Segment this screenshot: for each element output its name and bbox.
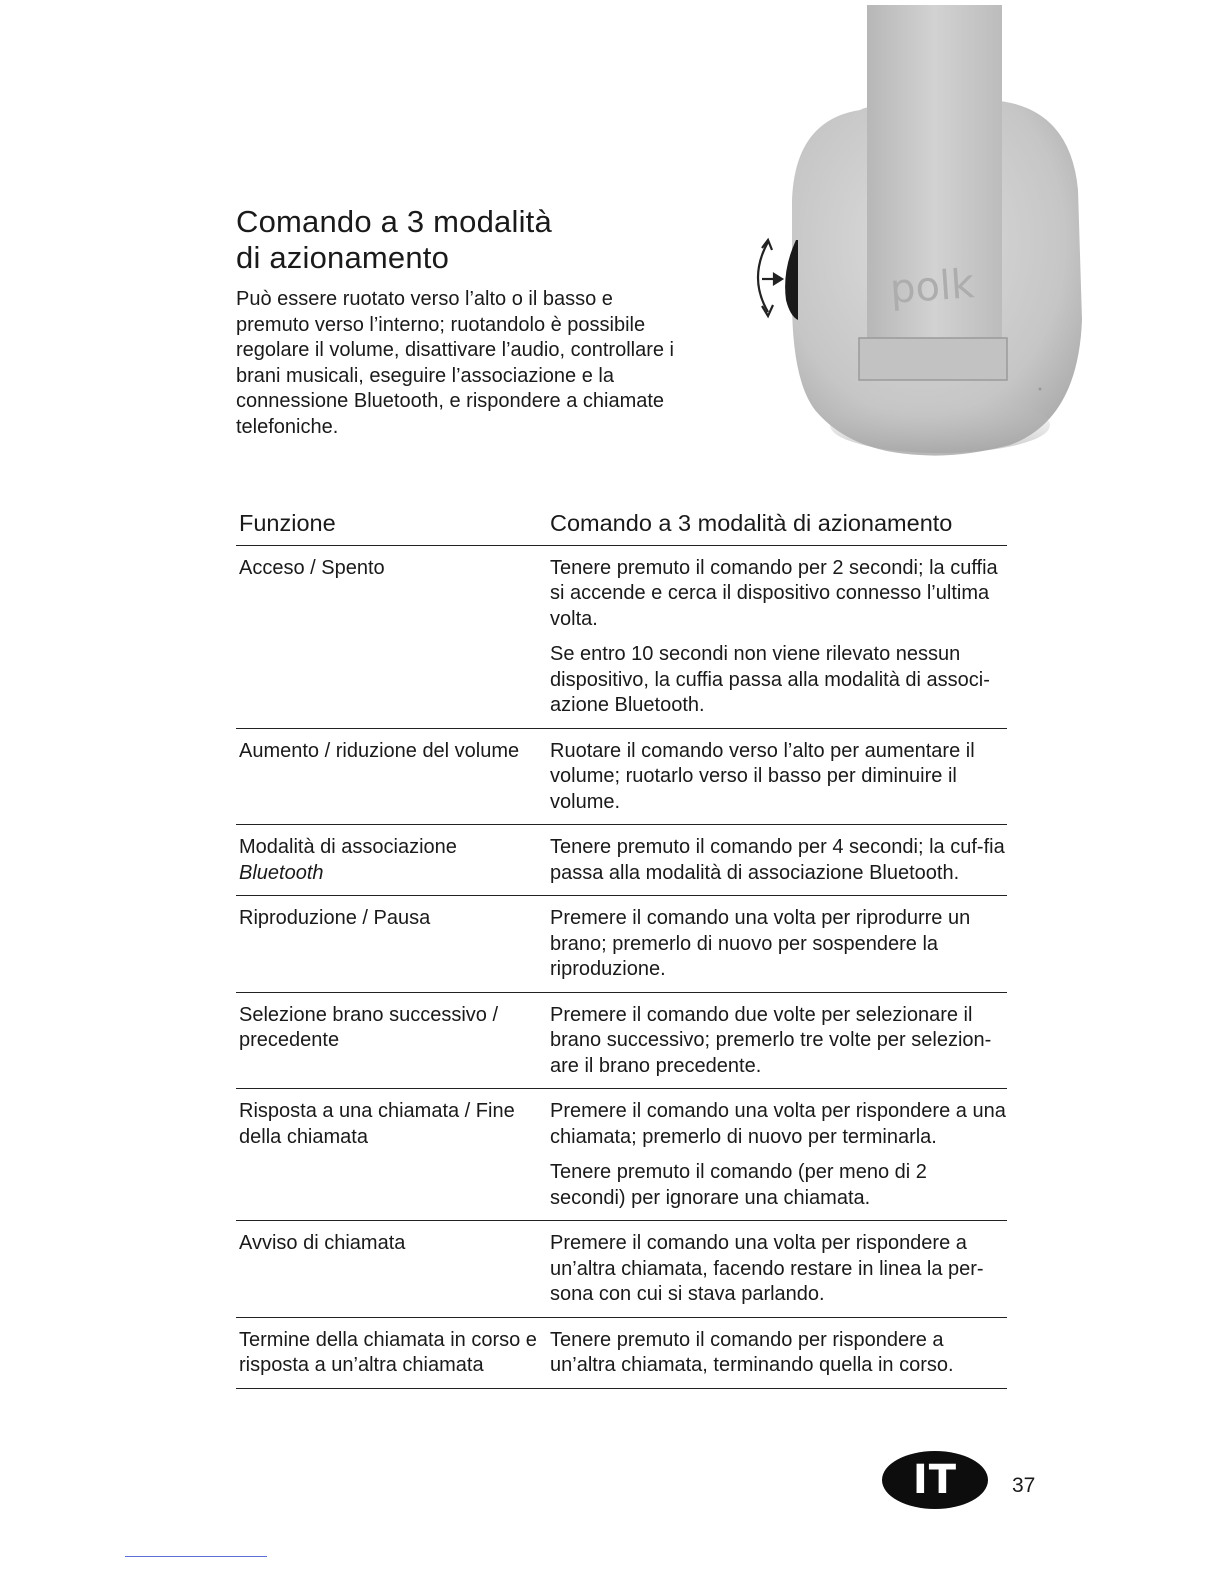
function-label-italic: Bluetooth (239, 861, 324, 884)
page-title (236, 204, 696, 276)
row-function: Risposta a una chiamata / Fine della chiamata (236, 1089, 543, 1221)
description-paragraph: Tenere premuto il comando per 2 secondi; la cuffia si accende e cerca il dispositivo connesso l’ultima volta. (550, 556, 998, 630)
rotate-arrow-icon (758, 240, 782, 316)
table-row (236, 545, 1007, 728)
row-description (543, 896, 1007, 993)
table-row (236, 825, 1007, 896)
row-function: Riproduzione / Pausa (236, 896, 543, 993)
header-function: Funzione (236, 505, 543, 545)
headband (867, 5, 1002, 375)
table-header-row (236, 505, 1007, 545)
row-description (543, 728, 1007, 825)
page-number: 37 (1012, 1474, 1036, 1497)
header-control: Comando a 3 modalità di azionamento (543, 505, 1007, 545)
table-row (236, 1221, 1007, 1318)
brand-logo: polk (888, 261, 976, 313)
headphone-control-illustration (740, 0, 1090, 460)
table-row (236, 896, 1007, 993)
control-dial (785, 240, 798, 320)
cup-bottom-shadow (830, 397, 1050, 453)
row-function (236, 825, 543, 896)
description-paragraph: Tenere premuto il comando per 4 secondi; la cuf-fia passa alla modalità di associazione Bluetooth. (550, 836, 1005, 884)
band-clip (859, 338, 1007, 380)
row-function: Acceso / Spento (236, 545, 543, 728)
row-function: Avviso di chiamata (236, 1221, 543, 1318)
description-paragraph: Ruotare il comando verso l’alto per aumentare il volume; ruotarlo verso il basso per diminuire il volume. (550, 739, 975, 813)
row-description (543, 992, 1007, 1089)
description-paragraph: Tenere premuto il comando per rispondere a un’altra chiamata, terminando quella in corso. (550, 1328, 954, 1376)
row-description (543, 1089, 1007, 1221)
description-paragraph: Tenere premuto il comando (per meno di 2 secondi) per ignorare una chiamata. (550, 1161, 927, 1209)
function-table (236, 505, 1007, 1389)
page-title-line2: di azionamento (236, 240, 450, 275)
table-row (236, 1317, 1007, 1388)
row-function: Termine della chiamata in corso e risposta a un’altra chiamata (236, 1317, 543, 1388)
function-label: Modalità di associazione (239, 836, 457, 858)
language-badge: IT (882, 1451, 988, 1509)
table-row (236, 728, 1007, 825)
row-description (543, 1221, 1007, 1318)
description-paragraph: Premere il comando una volta per rispondere a una chiamata; premerlo di nuovo per terminarla. (550, 1100, 1006, 1148)
description-paragraph: Premere il comando due volte per selezionare il brano successivo; premerlo tre volte per selezion-are il brano precedente. (550, 1003, 992, 1077)
description-paragraph: Se entro 10 secondi non viene rilevato nessun dispositivo, la cuffia passa alla modalità di associ-azione Bluetooth. (550, 643, 990, 716)
row-description (543, 825, 1007, 896)
intro-paragraph: Può essere ruotato verso l’alto o il basso e premuto verso l’interno; ruotandolo è possibile regolare il volume, disattivare l’audio, controllare i brani musicali, eseguire l’associazione e la connessione Bluetooth, e rispondere a chiamate telefoniche. (236, 288, 674, 438)
row-description (543, 1317, 1007, 1388)
table-row (236, 1089, 1007, 1221)
description-paragraph: Premere il comando una volta per riprodurre un brano; premerlo di nuovo per sospendere la riproduzione. (550, 907, 971, 980)
row-function: Selezione brano successivo / precedente (236, 992, 543, 1089)
table-row (236, 992, 1007, 1089)
row-function: Aumento / riduzione del volume (236, 728, 543, 825)
description-paragraph: Premere il comando una volta per rispondere a un’altra chiamata, facendo restare in linea la per-sona con cui si stava parlando. (550, 1232, 984, 1305)
footer-rule (125, 1556, 267, 1557)
page-title-line1: Comando a 3 modalità (236, 204, 552, 239)
row-description (543, 545, 1007, 728)
